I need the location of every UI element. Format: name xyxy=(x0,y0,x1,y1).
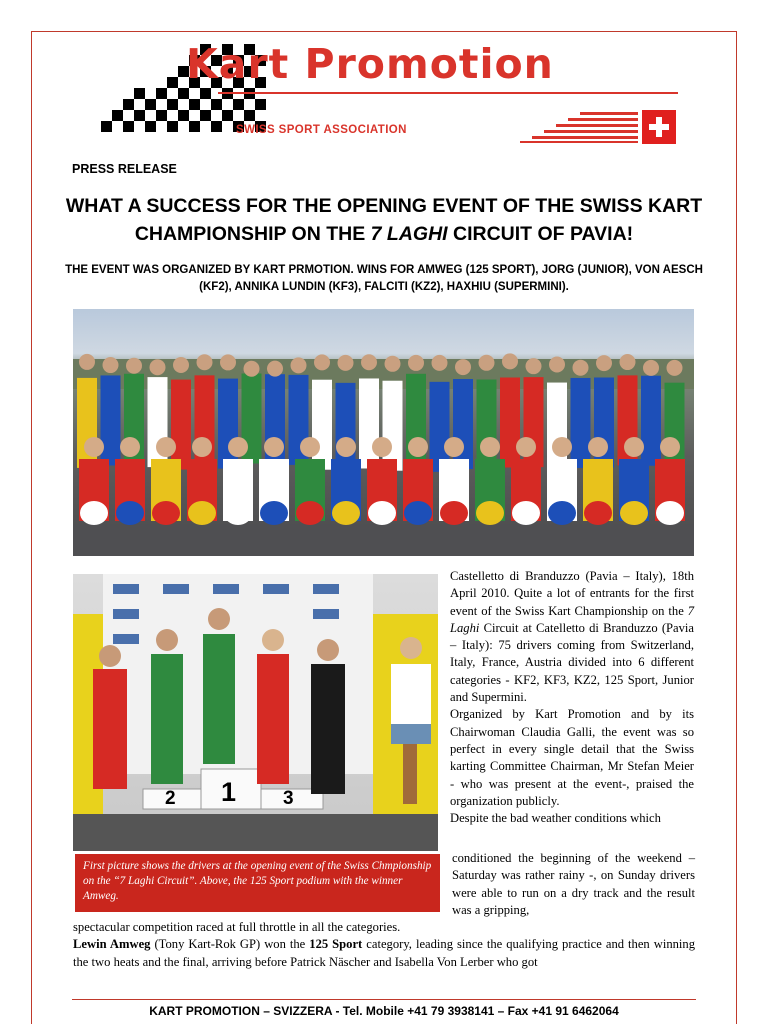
podium-number-2: 2 xyxy=(165,788,176,809)
swiss-flag-icon xyxy=(642,110,676,144)
article-paragraph: Organized by Kart Promotion and by its Chairwoman Claudia Galli, the event was so perfect in every single detail that the Swiss karting Committee Chairman, Mr Stefan Meier - who was present at the event-, praised the organization publicly. xyxy=(450,707,694,808)
press-release-label: PRESS RELEASE xyxy=(72,162,177,176)
group-photo xyxy=(73,309,694,556)
article-paragraph: Despite the bad weather conditions which xyxy=(450,811,661,826)
kart-promotion-logo xyxy=(90,40,680,148)
footer-contact: KART PROMOTION – SVIZZERA - Tel. Mobile +41 79 3938141 – Fax +41 91 6462064 xyxy=(149,1004,619,1018)
speed-lines-icon xyxy=(510,110,640,144)
brand-underline xyxy=(218,92,678,94)
article-column xyxy=(450,568,694,827)
podium-photo xyxy=(73,574,438,851)
headline-text-end: CIRCUIT OF PAVIA! xyxy=(447,223,634,245)
article-paragraph xyxy=(450,568,694,706)
headline xyxy=(60,192,708,248)
podium-number-3: 3 xyxy=(283,788,294,809)
paragraph-text: Circuit at Catelletto di Branduzzo (Pavia – Italy): 75 drivers coming from Switzerland, Italy, France, Austria divided into 6 different categories - KF2, KF3, KZ2, 125 Sport, Junior and Supermini. xyxy=(450,620,694,705)
paragraph-text: Castelletto di Branduzzo (Pavia – Italy), 18th April 2010. Quite a lot of entrants for the first event of the Swiss Kart Championship on the xyxy=(450,569,694,618)
headline-text: WHAT A SUCCESS FOR THE OPENING EVENT OF THE SWISS KART CHAMPIONSHIP ON THE xyxy=(65,195,703,245)
article-full-width xyxy=(73,919,695,971)
subheadline: THE EVENT WAS ORGANIZED BY KART PRMOTION. WINS FOR AMWEG (125 SPORT), JORG (JUNIOR), VON AESCH (KF2), ANNIKA LUNDIN (KF3), FALCITI (KZ2), HAXHIU (SUPERMINI). xyxy=(65,264,703,293)
paragraph-text: category, leading since the qualifying practice and then winning the two heats and the final, arriving before Patrick Näscher and Isabella Von Lerber who got xyxy=(73,937,695,969)
footer-divider xyxy=(72,999,696,1000)
paragraph-text: (Tony Kart-Rok GP) won the xyxy=(150,937,310,952)
photo-caption: First picture shows the drivers at the opening event of the Swiss Chmpionship on the “7 Laghi Circuit”. Above, the 125 Sport podium with the winner Amweg. xyxy=(75,854,440,912)
article-paragraph: spectacular competition raced at full throttle in all the categories. xyxy=(73,920,401,934)
brand-name: Kart Promotion xyxy=(186,40,554,88)
article-paragraph xyxy=(73,936,695,971)
brand-tagline: SWISS SPORT ASSOCIATION xyxy=(236,124,407,136)
driver-name: Lewin Amweg xyxy=(73,937,151,952)
article-continuation: conditioned the beginning of the weekend – Saturday was rather rainy -, on Sunday drivers were able to run on a dry track and the result was a gripping, xyxy=(452,851,695,917)
headline-circuit: 7 LAGHI xyxy=(370,223,448,245)
circuit-name: 7 Laghi xyxy=(450,603,694,635)
podium-number-1: 1 xyxy=(221,777,237,807)
category-name: 125 Sport xyxy=(309,937,363,952)
